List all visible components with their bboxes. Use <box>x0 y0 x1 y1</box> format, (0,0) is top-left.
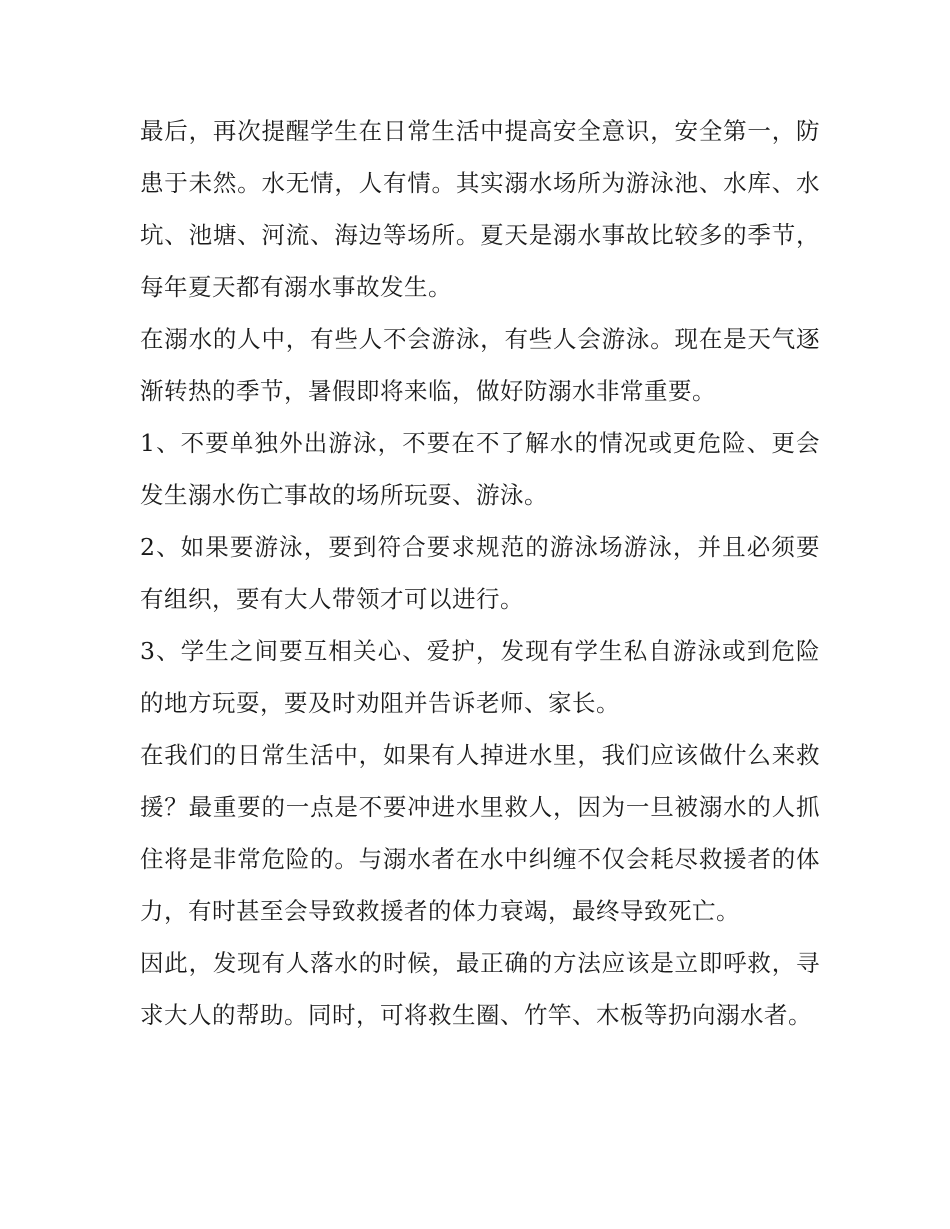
paragraph-rule-3: 3、学生之间要互相关心、爱护，发现有学生私自游泳或到危险的地方玩耍，要及时劝阻并告诉老师、家长。 <box>140 637 820 717</box>
paragraph-safety-reminder: 最后，再次提醒学生在日常生活中提高安全意识，安全第一，防患于未然。水无情，人有情。其实溺水场所为游泳池、水库、水坑、池塘、河流、海边等场所。夏天是溺水事故比较多的季节，每年夏天都有溺水事故发生。 <box>140 117 820 301</box>
paragraph-summer-risk: 在溺水的人中，有些人不会游泳，有些人会游泳。现在是天气逐渐转热的季节，暑假即将来临，做好防溺水非常重要。 <box>140 325 820 405</box>
paragraph-call-for-help: 因此，发现有人落水的时候，最正确的方法应该是立即呼救，寻求大人的帮助。同时，可将救生圈、竹竿、木板等扔向溺水者。 <box>140 949 820 1029</box>
paragraph-rescue-advice: 在我们的日常生活中，如果有人掉进水里，我们应该做什么来救援？最重要的一点是不要冲进水里救人，因为一旦被溺水的人抓住将是非常危险的。与溺水者在水中纠缠不仅会耗尽救援者的体力，有时甚至会导致救援者的体力衰竭，最终导致死亡。 <box>140 741 820 925</box>
paragraph-rule-1: 1、不要单独外出游泳，不要在不了解水的情况或更危险、更会发生溺水伤亡事故的场所玩耍、游泳。 <box>140 429 820 509</box>
document-body <box>140 105 820 1041</box>
paragraph-rule-2: 2、如果要游泳，要到符合要求规范的游泳场游泳，并且必须要有组织，要有大人带领才可以进行。 <box>140 533 820 613</box>
